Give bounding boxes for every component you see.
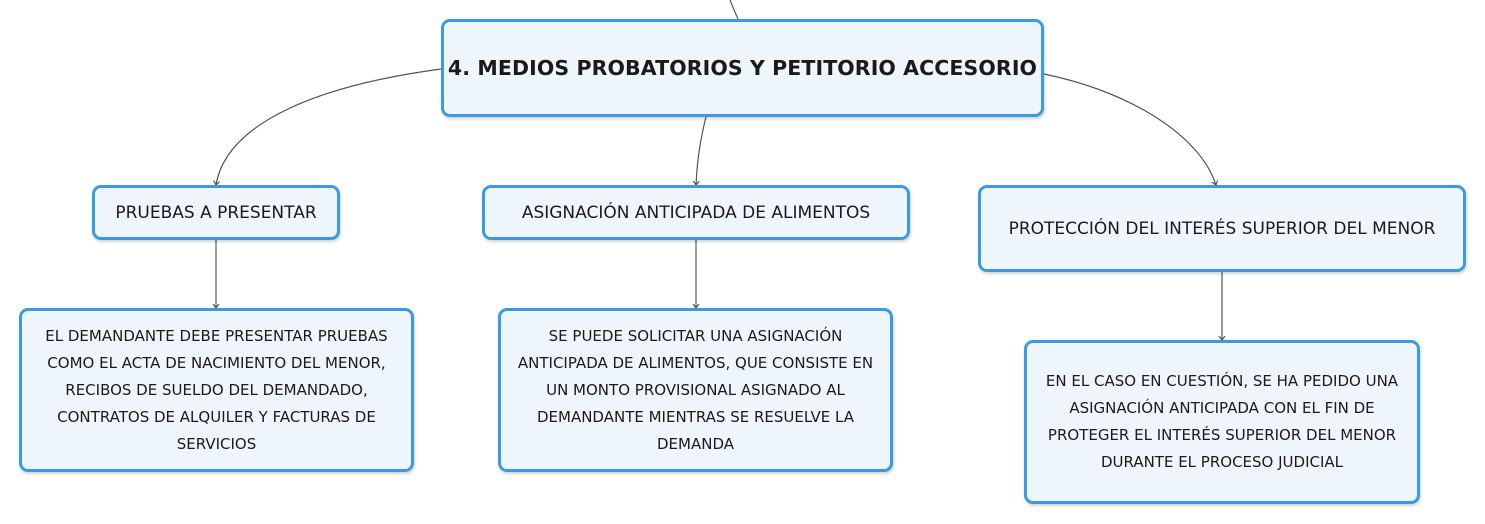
topic-node-asignacion[interactable] — [482, 185, 910, 240]
detail-node-pruebas-text: EL DEMANDANTE DEBE PRESENTAR PRUEBAS COMO EL ACTA DE NACIMIENTO DEL MENOR, RECIBOS DE SUELDO DEL DEMANDADO, CONTRATOS DE ALQUILER Y FACTURAS DE SERVICIOS — [45, 326, 388, 453]
topic-node-pruebas-label: PRUEBAS A PRESENTAR — [115, 202, 317, 223]
topic-node-pruebas[interactable] — [92, 185, 340, 240]
connector-root-to-prot — [1044, 74, 1216, 185]
connector-parent-to-root — [730, 0, 738, 19]
detail-node-proteccion-text: EN EL CASO EN CUESTIÓN, SE HA PEDIDO UNA ASIGNACIÓN ANTICIPADA CON EL FIN DE PROTEGER EL INTERÉS SUPERIOR DEL MENOR DURANTE EL PROCESO JUDICIAL — [1045, 372, 1399, 471]
connector-root-to-asig — [696, 117, 706, 185]
root-node-label: 4. MEDIOS PROBATORIOS Y PETITORIO ACCESORIO — [447, 56, 1038, 80]
topic-node-asignacion-label: ASIGNACIÓN ANTICIPADA DE ALIMENTOS — [521, 202, 871, 223]
detail-node-asignacion[interactable] — [498, 308, 893, 472]
detail-node-asignacion-text: SE PUEDE SOLICITAR UNA ASIGNACIÓN ANTICIPADA DE ALIMENTOS, QUE CONSISTE EN UN MONTO PROVISIONAL ASIGNADO AL DEMANDANTE MIENTRAS SE RESUELVE LA DEMANDA — [517, 326, 874, 453]
topic-node-proteccion-label: PROTECCIÓN DEL INTERÉS SUPERIOR DEL MENOR — [1008, 218, 1436, 239]
topic-node-proteccion[interactable] — [978, 185, 1466, 272]
connector-root-to-pruebas — [216, 69, 441, 185]
root-node[interactable] — [441, 19, 1044, 117]
detail-node-proteccion[interactable] — [1024, 340, 1420, 504]
detail-node-pruebas[interactable] — [19, 308, 414, 472]
